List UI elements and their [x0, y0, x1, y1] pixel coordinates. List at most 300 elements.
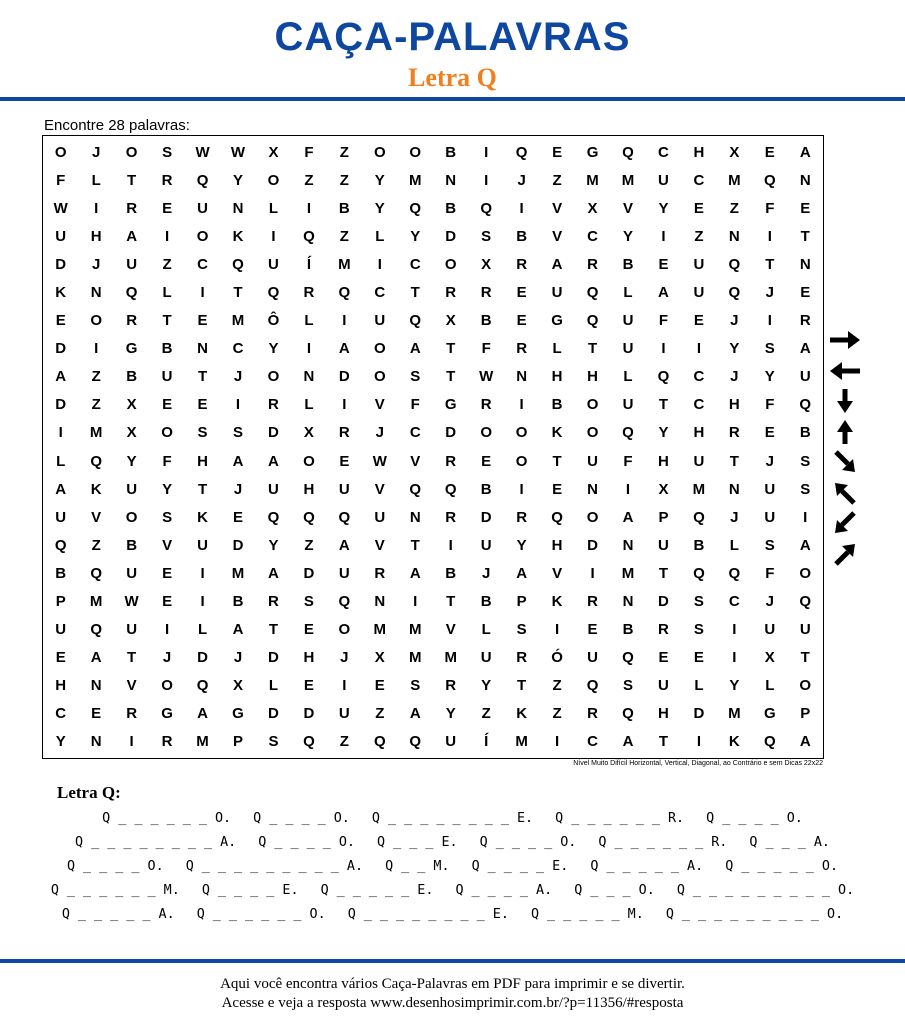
grid-cell: E — [162, 592, 173, 610]
grid-cell: A — [516, 564, 528, 582]
grid-cell: D — [55, 255, 67, 273]
grid-cell: B — [232, 592, 244, 610]
grid-cell: I — [200, 283, 205, 301]
grid-cell: E — [162, 564, 173, 582]
grid-cell: X — [481, 255, 492, 273]
grid-cell: Y — [374, 199, 385, 217]
grid-cell: W — [230, 143, 246, 161]
grid-cell: T — [800, 227, 810, 245]
grid-cell: J — [233, 649, 243, 667]
grid-cell: A — [55, 480, 67, 498]
grid-cell: E — [693, 649, 704, 667]
word-clue: Q _ _ _ _ _ _ _ _ _ O. — [665, 907, 844, 922]
grid-cell: N — [303, 368, 315, 386]
grid-cell: S — [410, 368, 421, 386]
grid-cell: U — [693, 452, 705, 470]
grid-cell: A — [268, 452, 279, 470]
grid-cell: R — [126, 199, 138, 217]
grid-cell: E — [800, 283, 811, 301]
grid-cell: E — [303, 677, 314, 695]
grid-cell: T — [410, 536, 420, 554]
grid-cell: T — [800, 649, 810, 667]
grid-cell: Z — [339, 733, 349, 751]
grid-cell: Q — [267, 508, 280, 526]
grid-cell: X — [445, 312, 456, 330]
word-clue: Q _ _ _ _ E. — [201, 883, 299, 898]
grid-cell: L — [197, 621, 208, 639]
grid-cell: A — [409, 340, 421, 358]
grid-cell: W — [195, 143, 210, 161]
footer-line-1: Aqui você encontra vários Caça-Palavras em PDF para imprimir e se divertir. — [220, 976, 685, 992]
grid-cell: R — [728, 424, 740, 442]
grid-cell: Y — [622, 227, 633, 245]
grid-cell: N — [799, 255, 811, 273]
grid-cell: H — [303, 480, 315, 498]
grid-cell: B — [622, 255, 634, 273]
grid-cell: Y — [162, 480, 173, 498]
grid-cell: O — [480, 424, 493, 442]
grid-cell: I — [484, 143, 489, 161]
grid-cell: A — [338, 536, 350, 554]
grid-cell: O — [267, 171, 280, 189]
grid-cell: N — [622, 592, 634, 610]
grid-cell: I — [732, 649, 737, 667]
word-clue: Q _ _ _ _ _ A. — [61, 907, 175, 922]
grid-cell: Q — [657, 368, 670, 386]
grid-cell: Í — [484, 733, 489, 751]
grid-cell: P — [55, 592, 66, 610]
grid-cell: Q — [799, 592, 812, 610]
grid-cell: O — [373, 368, 386, 386]
grid-cell: O — [373, 143, 386, 161]
word-clue: Q _ _ _ E. — [377, 835, 458, 850]
grid-cell: T — [127, 171, 137, 189]
grid-cell: N — [90, 283, 102, 301]
grid-cell: R — [480, 283, 492, 301]
grid-cell: Z — [304, 171, 314, 189]
grid-cell: I — [165, 227, 170, 245]
grid-cell: Q — [232, 255, 244, 273]
grid-cell: J — [92, 143, 101, 161]
grid-cell: Q — [728, 564, 741, 582]
grid-cell: D — [445, 424, 457, 442]
grid-cell: L — [268, 677, 279, 695]
grid-cell: A — [90, 649, 102, 667]
grid-cell: V — [374, 536, 385, 554]
grid-cell: I — [519, 396, 524, 414]
grid-cell: N — [622, 536, 634, 554]
grid-cell: P — [658, 508, 669, 526]
grid-cell: E — [516, 312, 527, 330]
grid-cell: I — [58, 424, 63, 442]
word-clue: Q _ _ _ _ _ _ _ _ E. — [347, 907, 509, 922]
grid-cell: U — [126, 480, 138, 498]
grid-cell: A — [126, 227, 138, 245]
grid-cell: X — [374, 649, 385, 667]
arrow-left-icon — [828, 358, 862, 384]
grid-cell: R — [516, 508, 528, 526]
grid-cell: G — [232, 705, 244, 723]
grid-cell: X — [729, 143, 740, 161]
grid-cell: B — [516, 227, 528, 245]
grid-cell: U — [622, 312, 634, 330]
grid-cell: U — [338, 705, 350, 723]
grid-cell: H — [303, 649, 315, 667]
grid-cell: E — [764, 424, 775, 442]
grid-cell: E — [197, 312, 208, 330]
grid-cell: M — [196, 733, 209, 751]
word-clue: Q _ _ _ _ _ _ _ _ E. — [371, 811, 534, 826]
grid-cell: I — [696, 340, 701, 358]
grid-cell: I — [165, 621, 170, 639]
grid-cell: A — [799, 143, 811, 161]
grid-cell: U — [197, 536, 208, 554]
grid-cell: R — [268, 396, 279, 414]
grid-cell: Y — [658, 199, 669, 217]
grid-cell: C — [658, 143, 669, 161]
grid-cell: R — [799, 312, 811, 330]
word-clue: Q _ _ _ _ O. — [66, 859, 164, 874]
grid-cell: D — [587, 536, 598, 554]
grid-cell: Q — [622, 424, 634, 442]
grid-cell: Q — [373, 733, 386, 751]
grid-cell: Q — [303, 733, 315, 751]
grid-cell: R — [126, 312, 138, 330]
grid-cell: K — [55, 283, 67, 301]
grid-cell: L — [481, 621, 491, 639]
grid-cell: Q — [54, 536, 67, 554]
grid-cell: G — [444, 396, 457, 414]
grid-cell: E — [693, 199, 704, 217]
grid-cell: J — [730, 312, 739, 330]
grid-cell: Q — [586, 312, 599, 330]
grid-cell: Z — [729, 199, 739, 217]
grid-cell: D — [658, 592, 669, 610]
grid-cell: O — [125, 143, 138, 161]
grid-cell: Z — [91, 536, 101, 554]
grid-cell: E — [232, 508, 243, 526]
grid-cell: P — [516, 592, 527, 610]
grid-cell: A — [551, 255, 563, 273]
grid-cell: R — [161, 171, 173, 189]
grid-cell: F — [304, 143, 314, 161]
grid-cell: I — [94, 199, 99, 217]
grid-cell: U — [480, 536, 492, 554]
grid-cell: D — [268, 424, 279, 442]
grid-cell: T — [197, 368, 208, 386]
grid-cell: W — [124, 592, 139, 610]
grid-cell: F — [623, 452, 633, 470]
grid-cell: J — [730, 368, 739, 386]
grid-cell: A — [409, 564, 421, 582]
grid-cell: I — [342, 312, 347, 330]
grid-cell: Q — [90, 564, 103, 582]
grid-cell: N — [799, 171, 811, 189]
grid-cell: M — [409, 621, 422, 639]
grid-cell: L — [375, 227, 385, 245]
grid-cell: L — [268, 199, 279, 217]
grid-cell: U — [587, 452, 598, 470]
grid-cell: U — [338, 480, 350, 498]
grid-cell: G — [551, 312, 563, 330]
grid-cell: M — [338, 255, 351, 273]
grid-cell: I — [555, 733, 560, 751]
grid-cell: Q — [622, 143, 634, 161]
grid-cell: S — [764, 340, 775, 358]
grid-cell: V — [622, 199, 633, 217]
grid-cell: B — [799, 424, 811, 442]
grid-cell: Z — [91, 396, 101, 414]
grid-cell: V — [162, 536, 173, 554]
grid-cell: I — [306, 340, 311, 358]
arrow-right-icon — [828, 327, 862, 353]
grid-cell: U — [693, 283, 705, 301]
grid-cell: T — [658, 396, 669, 414]
grid-cell: Z — [304, 536, 314, 554]
grid-cell: A — [622, 733, 634, 751]
grid-cell: E — [764, 143, 775, 161]
grid-cell: O — [586, 424, 599, 442]
grid-cell: K — [516, 705, 528, 723]
grid-cell: Q — [338, 592, 351, 610]
grid-cell: I — [590, 564, 595, 582]
grid-cell: N — [197, 340, 208, 358]
grid-cell: X — [764, 649, 775, 667]
grid-cell: F — [481, 340, 491, 358]
grid-cell: T — [658, 564, 669, 582]
grid-cell: J — [162, 649, 172, 667]
grid-cell: Z — [162, 255, 172, 273]
grid-cell: E — [55, 649, 66, 667]
grid-cell: Q — [515, 143, 528, 161]
grid-cell: I — [661, 227, 666, 245]
grid-cell: V — [410, 452, 421, 470]
grid-cell: L — [91, 171, 101, 189]
word-list-line — [0, 879, 905, 903]
grid-cell: V — [374, 480, 385, 498]
grid-cell: U — [197, 199, 208, 217]
grid-cell: O — [161, 677, 173, 695]
grid-cell: O — [373, 340, 386, 358]
grid-cell: Y — [232, 171, 243, 189]
grid-cell: O — [799, 677, 812, 695]
grid-cell: Y — [445, 705, 456, 723]
grid-cell: U — [764, 621, 776, 639]
footer — [0, 975, 905, 1013]
instructions-text: Encontre 28 palavras: — [44, 117, 190, 134]
grid-cell: H — [693, 424, 705, 442]
grid-cell: Ó — [551, 649, 563, 667]
grid-cell: S — [197, 424, 208, 442]
word-clue: Q _ _ _ _ O. — [258, 835, 355, 850]
grid-cell: L — [162, 283, 172, 301]
grid-cell: J — [375, 424, 384, 442]
grid-cell: N — [445, 171, 457, 189]
grid-cell: Y — [516, 536, 527, 554]
word-clue: Q _ _ _ _ _ _ _ _ A. — [75, 835, 237, 850]
page-subtitle: Letra Q — [408, 63, 497, 92]
grid-cell: L — [552, 340, 562, 358]
grid-cell: J — [730, 508, 739, 526]
grid-cell: D — [232, 536, 244, 554]
grid-cell: I — [448, 536, 453, 554]
grid-cell: Q — [622, 649, 634, 667]
grid-cell: E — [55, 312, 66, 330]
word-clue: Q _ _ _ _ _ _ M. — [50, 883, 180, 898]
word-clue: Q _ _ _ _ E. — [471, 859, 569, 874]
grid-cell: K — [90, 480, 102, 498]
grid-cell: Q — [267, 283, 280, 301]
grid-cell: Y — [126, 452, 137, 470]
grid-cell: M — [231, 564, 245, 582]
grid-cell: X — [126, 396, 137, 414]
grid-cell: A — [799, 733, 811, 751]
grid-cell: D — [693, 705, 705, 723]
grid-cell: S — [764, 536, 775, 554]
grid-cell: B — [551, 396, 563, 414]
grid-cell: L — [765, 677, 775, 695]
grid-cell: H — [551, 368, 563, 386]
grid-cell: M — [621, 171, 635, 189]
grid-cell: R — [587, 705, 598, 723]
grid-cell: K — [232, 227, 244, 245]
grid-cell: N — [232, 199, 244, 217]
grid-cell: B — [445, 143, 457, 161]
grid-cell: N — [728, 480, 740, 498]
grid-cell: O — [303, 452, 315, 470]
grid-cell: U — [622, 340, 634, 358]
grid-cell: E — [339, 452, 350, 470]
footer-line-2: Acesse e veja a resposta www.desenhosimprimir.com.br/?p=11356/#resposta — [221, 995, 684, 1011]
grid-cell: Q — [409, 733, 422, 751]
grid-cell: U — [480, 649, 492, 667]
grid-cell: J — [765, 592, 774, 610]
grid-cell: U — [551, 283, 563, 301]
grid-cell: E — [587, 621, 598, 639]
grid-cell: I — [235, 396, 241, 414]
grid-cell: E — [516, 283, 527, 301]
grid-cell: V — [91, 508, 102, 526]
grid-cell: N — [90, 677, 102, 695]
top-divider — [0, 97, 905, 101]
word-clue: Q _ _ _ _ _ _ _ _ _ O. — [676, 883, 855, 898]
grid-cell: I — [484, 171, 489, 189]
grid-cell: T — [517, 677, 527, 695]
word-clue: Q _ _ _ _ _ A. — [590, 859, 704, 874]
arrow-up-icon — [828, 419, 862, 445]
grid-cell: U — [268, 480, 279, 498]
grid-cell: Y — [729, 677, 740, 695]
grid-cell: Q — [693, 564, 705, 582]
grid-cell: M — [231, 312, 245, 330]
grid-cell: S — [232, 424, 243, 442]
grid-cell: S — [303, 592, 314, 610]
grid-cell: O — [586, 508, 599, 526]
grid-cell: A — [268, 564, 279, 582]
grid-cell: Z — [552, 705, 562, 723]
grid-cell: F — [765, 199, 775, 217]
grid-cell: P — [800, 705, 811, 723]
grid-cell: P — [232, 733, 243, 751]
grid-cell: I — [413, 592, 418, 610]
grid-cell: I — [625, 480, 631, 498]
grid-cell: T — [410, 283, 420, 301]
grid-cell: C — [693, 171, 705, 189]
grid-cell: C — [587, 227, 598, 245]
grid-cell: Q — [693, 508, 705, 526]
grid-cell: H — [197, 452, 208, 470]
grid-cell: J — [482, 564, 491, 582]
grid-cell: U — [374, 508, 386, 526]
grid-cell: S — [516, 621, 527, 639]
grid-cell: Z — [552, 171, 562, 189]
difficulty-note: Nível Muito Difícil Horizontal, Vertical, Diagonal, ao Contrário e sem Dicas 22x22 — [573, 760, 823, 767]
grid-cell: U — [55, 227, 67, 245]
grid-cell: A — [622, 508, 634, 526]
word-clue: Q _ _ _ O. — [574, 883, 655, 898]
grid-cell: R — [587, 592, 598, 610]
grid-cell: T — [587, 340, 598, 358]
grid-cell: E — [552, 480, 563, 498]
grid-cell: A — [197, 705, 208, 723]
grid-cell: X — [232, 677, 243, 695]
grid-cell: M — [586, 171, 599, 189]
grid-cell: C — [693, 368, 705, 386]
grid-cell: S — [800, 480, 811, 498]
grid-cell: F — [162, 452, 172, 470]
grid-cell: S — [800, 452, 811, 470]
grid-cell: B — [480, 480, 492, 498]
grid-cell: Z — [339, 171, 349, 189]
grid-cell: Y — [55, 733, 66, 751]
grid-cell: D — [303, 564, 315, 582]
grid-cell: V — [552, 564, 563, 582]
word-clue: Q _ _ _ _ _ _ O. — [196, 907, 326, 922]
word-list-line — [0, 903, 905, 927]
grid-cell: A — [409, 705, 421, 723]
grid-cell: I — [519, 199, 524, 217]
word-list-line — [0, 807, 905, 831]
arrow-up-left-icon — [828, 480, 862, 506]
grid-cell: O — [444, 255, 457, 273]
grid-cell: E — [91, 705, 102, 723]
grid-cell: C — [374, 283, 386, 301]
page-title: CAÇA-PALAVRAS — [274, 15, 631, 59]
grid-cell: M — [89, 592, 103, 610]
grid-cell: U — [55, 621, 67, 639]
grid-cell: M — [373, 621, 387, 639]
grid-cell: Y — [481, 677, 492, 695]
grid-cell: I — [200, 564, 205, 582]
grid-cell: Z — [375, 705, 385, 723]
grid-cell: H — [587, 368, 598, 386]
grid-cell: Q — [551, 508, 563, 526]
grid-cell: U — [658, 536, 669, 554]
grid-cell: N — [728, 227, 740, 245]
grid-cell: C — [197, 255, 208, 273]
grid-cell: B — [126, 536, 138, 554]
grid-cell: C — [409, 424, 421, 442]
grid-cell: A — [658, 283, 669, 301]
grid-cell: A — [232, 452, 244, 470]
grid-cell: I — [271, 227, 276, 245]
grid-cell: S — [693, 621, 704, 639]
grid-cell: T — [446, 592, 456, 610]
grid-cell: S — [268, 733, 279, 751]
grid-cell: J — [340, 649, 349, 667]
grid-cell: U — [764, 508, 776, 526]
grid-cell: J — [517, 171, 526, 189]
